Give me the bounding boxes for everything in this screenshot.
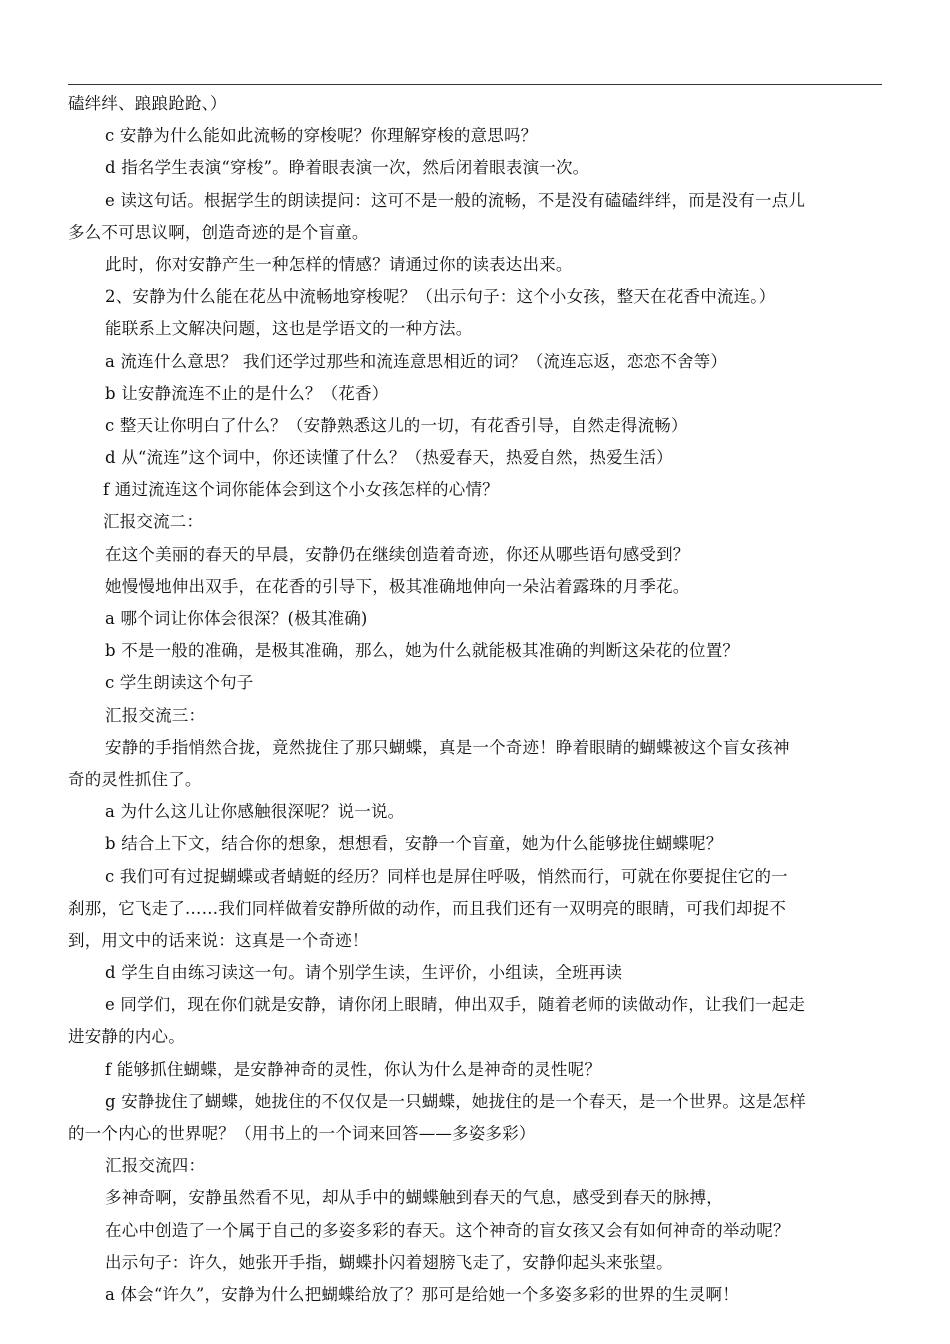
text-line: d 从“流连”这个词中，你还读懂了什么？（热爱春天，热爱自然，热爱生活） bbox=[105, 448, 673, 468]
text-line: 磕绊绊、踉踉跄跄、） bbox=[68, 94, 227, 113]
text-line: a 流连什么意思？ 我们还学过那些和流连意思相近的词？（流连忘返，恋恋不舍等） bbox=[105, 351, 728, 371]
text-line: a 哪个词让你体会很深？(极其准确) bbox=[105, 609, 368, 628]
text-line: c 整天让你明白了什么？（安静熟悉这儿的一切，有花香引导，自然走得流畅） bbox=[105, 415, 688, 435]
text-line: f 通过流连这个词你能体会到这个小女孩怎样的心情？ bbox=[103, 480, 499, 500]
text-line: 到，用文中的话来说：这真是一个奇迹！ bbox=[68, 930, 369, 950]
text-line: b 结合上下文，结合你的想象，想想看，安静一个盲童，她为什么能够拢住蝴蝶呢？ bbox=[105, 834, 723, 854]
text-line: e 读这句话。根据学生的朗读提问：这可不是一般的流畅，不是没有磕磕绊绊，而是没有一点儿 bbox=[105, 190, 806, 210]
text-line: c 安静为什么能如此流畅的穿梭呢？你理解穿梭的意思吗？ bbox=[105, 126, 538, 146]
text-line: 在心中创造了一个属于自己的多姿多彩的春天。这个神奇的盲女孩又会有如何神奇的举动呢？ bbox=[105, 1220, 790, 1240]
text-line: 出示句子：许久，她张开手指，蝴蝶扑闪着翅膀飞走了，安静仰起头来张望。 bbox=[105, 1252, 673, 1272]
text-line: 的一个内心的世界呢？（用书上的一个词来回答——多姿多彩） bbox=[68, 1124, 536, 1143]
text-line: b 让安静流连不止的是什么？（花香） bbox=[105, 383, 389, 403]
text-line: 此时，你对安静产生一种怎样的情感？请通过你的读表达出来。 bbox=[105, 254, 573, 274]
text-line: g 安静拢住了蝴蝶，她拢住的不仅仅是一只蝴蝶，她拢住的是一个春天，是一个世界。这是怎样 bbox=[105, 1091, 806, 1111]
header-rule bbox=[68, 84, 882, 85]
text-line: a 体会“许久”，安静为什么把蝴蝶给放了？那可是给她一个多姿多彩的世界的生灵啊！ bbox=[105, 1284, 739, 1304]
document-body bbox=[68, 88, 882, 1311]
text-line: 她慢慢地伸出双手，在花香的引导下，极其准确地伸向一朵沾着露珠的月季花。 bbox=[105, 576, 690, 596]
text-line: 汇报交流四： bbox=[105, 1156, 206, 1176]
text-line: c 我们可有过捉蝴蝶或者蜻蜓的经历？同样也是屏住呼吸，悄然而行，可就在你要捉住它的一 bbox=[105, 866, 788, 886]
text-line: 奇的灵性抓住了。 bbox=[68, 769, 202, 789]
text-line: 汇报交流三： bbox=[105, 705, 206, 725]
text-line: f 能够抓住蝴蝶，是安静神奇的灵性，你认为什么是神奇的灵性呢？ bbox=[105, 1059, 602, 1079]
text-line: b 不是一般的准确，是极其准确，那么，她为什么就能极其准确的判断这朵花的位置？ bbox=[105, 641, 740, 661]
text-line: 进安静的内心。 bbox=[68, 1027, 185, 1047]
text-line: 在这个美丽的春天的早晨，安静仍在继续创造着奇迹，你还从哪些语句感受到？ bbox=[105, 544, 690, 564]
text-line: 汇报交流二： bbox=[103, 512, 204, 532]
text-line: a 为什么这儿让你感触很深呢？说一说。 bbox=[105, 802, 405, 822]
text-line: 能联系上文解决问题，这也是学语文的一种方法。 bbox=[105, 319, 473, 339]
text-line: 安静的手指悄然合拢，竟然拢住了那只蝴蝶，真是一个奇迹！睁着眼睛的蝴蝶被这个盲女孩神 bbox=[105, 737, 790, 757]
text-line: 2、安静为什么能在花丛中流畅地穿梭呢？（出示句子：这个小女孩，整天在花香中流连。） bbox=[105, 287, 776, 307]
text-line: d 指名学生表演“穿梭”。睁着眼表演一次，然后闭着眼表演一次。 bbox=[105, 158, 590, 178]
text-line: c 学生朗读这个句子 bbox=[105, 673, 254, 693]
text-line: d 学生自由练习读这一句。请个别学生读，生评价，小组读，全班再读 bbox=[105, 963, 623, 983]
text-line: 多么不可思议啊，创造奇迹的是个盲童。 bbox=[68, 222, 369, 242]
text-line: 刹那，它飞走了……我们同样做着安静所做的动作，而且我们还有一双明亮的眼睛，可我们却捉不 bbox=[68, 898, 787, 918]
text-line: e 同学们，现在你们就是安静，请你闭上眼睛，伸出双手，随着老师的读做动作，让我们一起走 bbox=[105, 995, 806, 1015]
text-line: 多神奇啊，安静虽然看不见，却从手中的蝴蝶触到春天的气息，感受到春天的脉搏， bbox=[105, 1188, 723, 1208]
